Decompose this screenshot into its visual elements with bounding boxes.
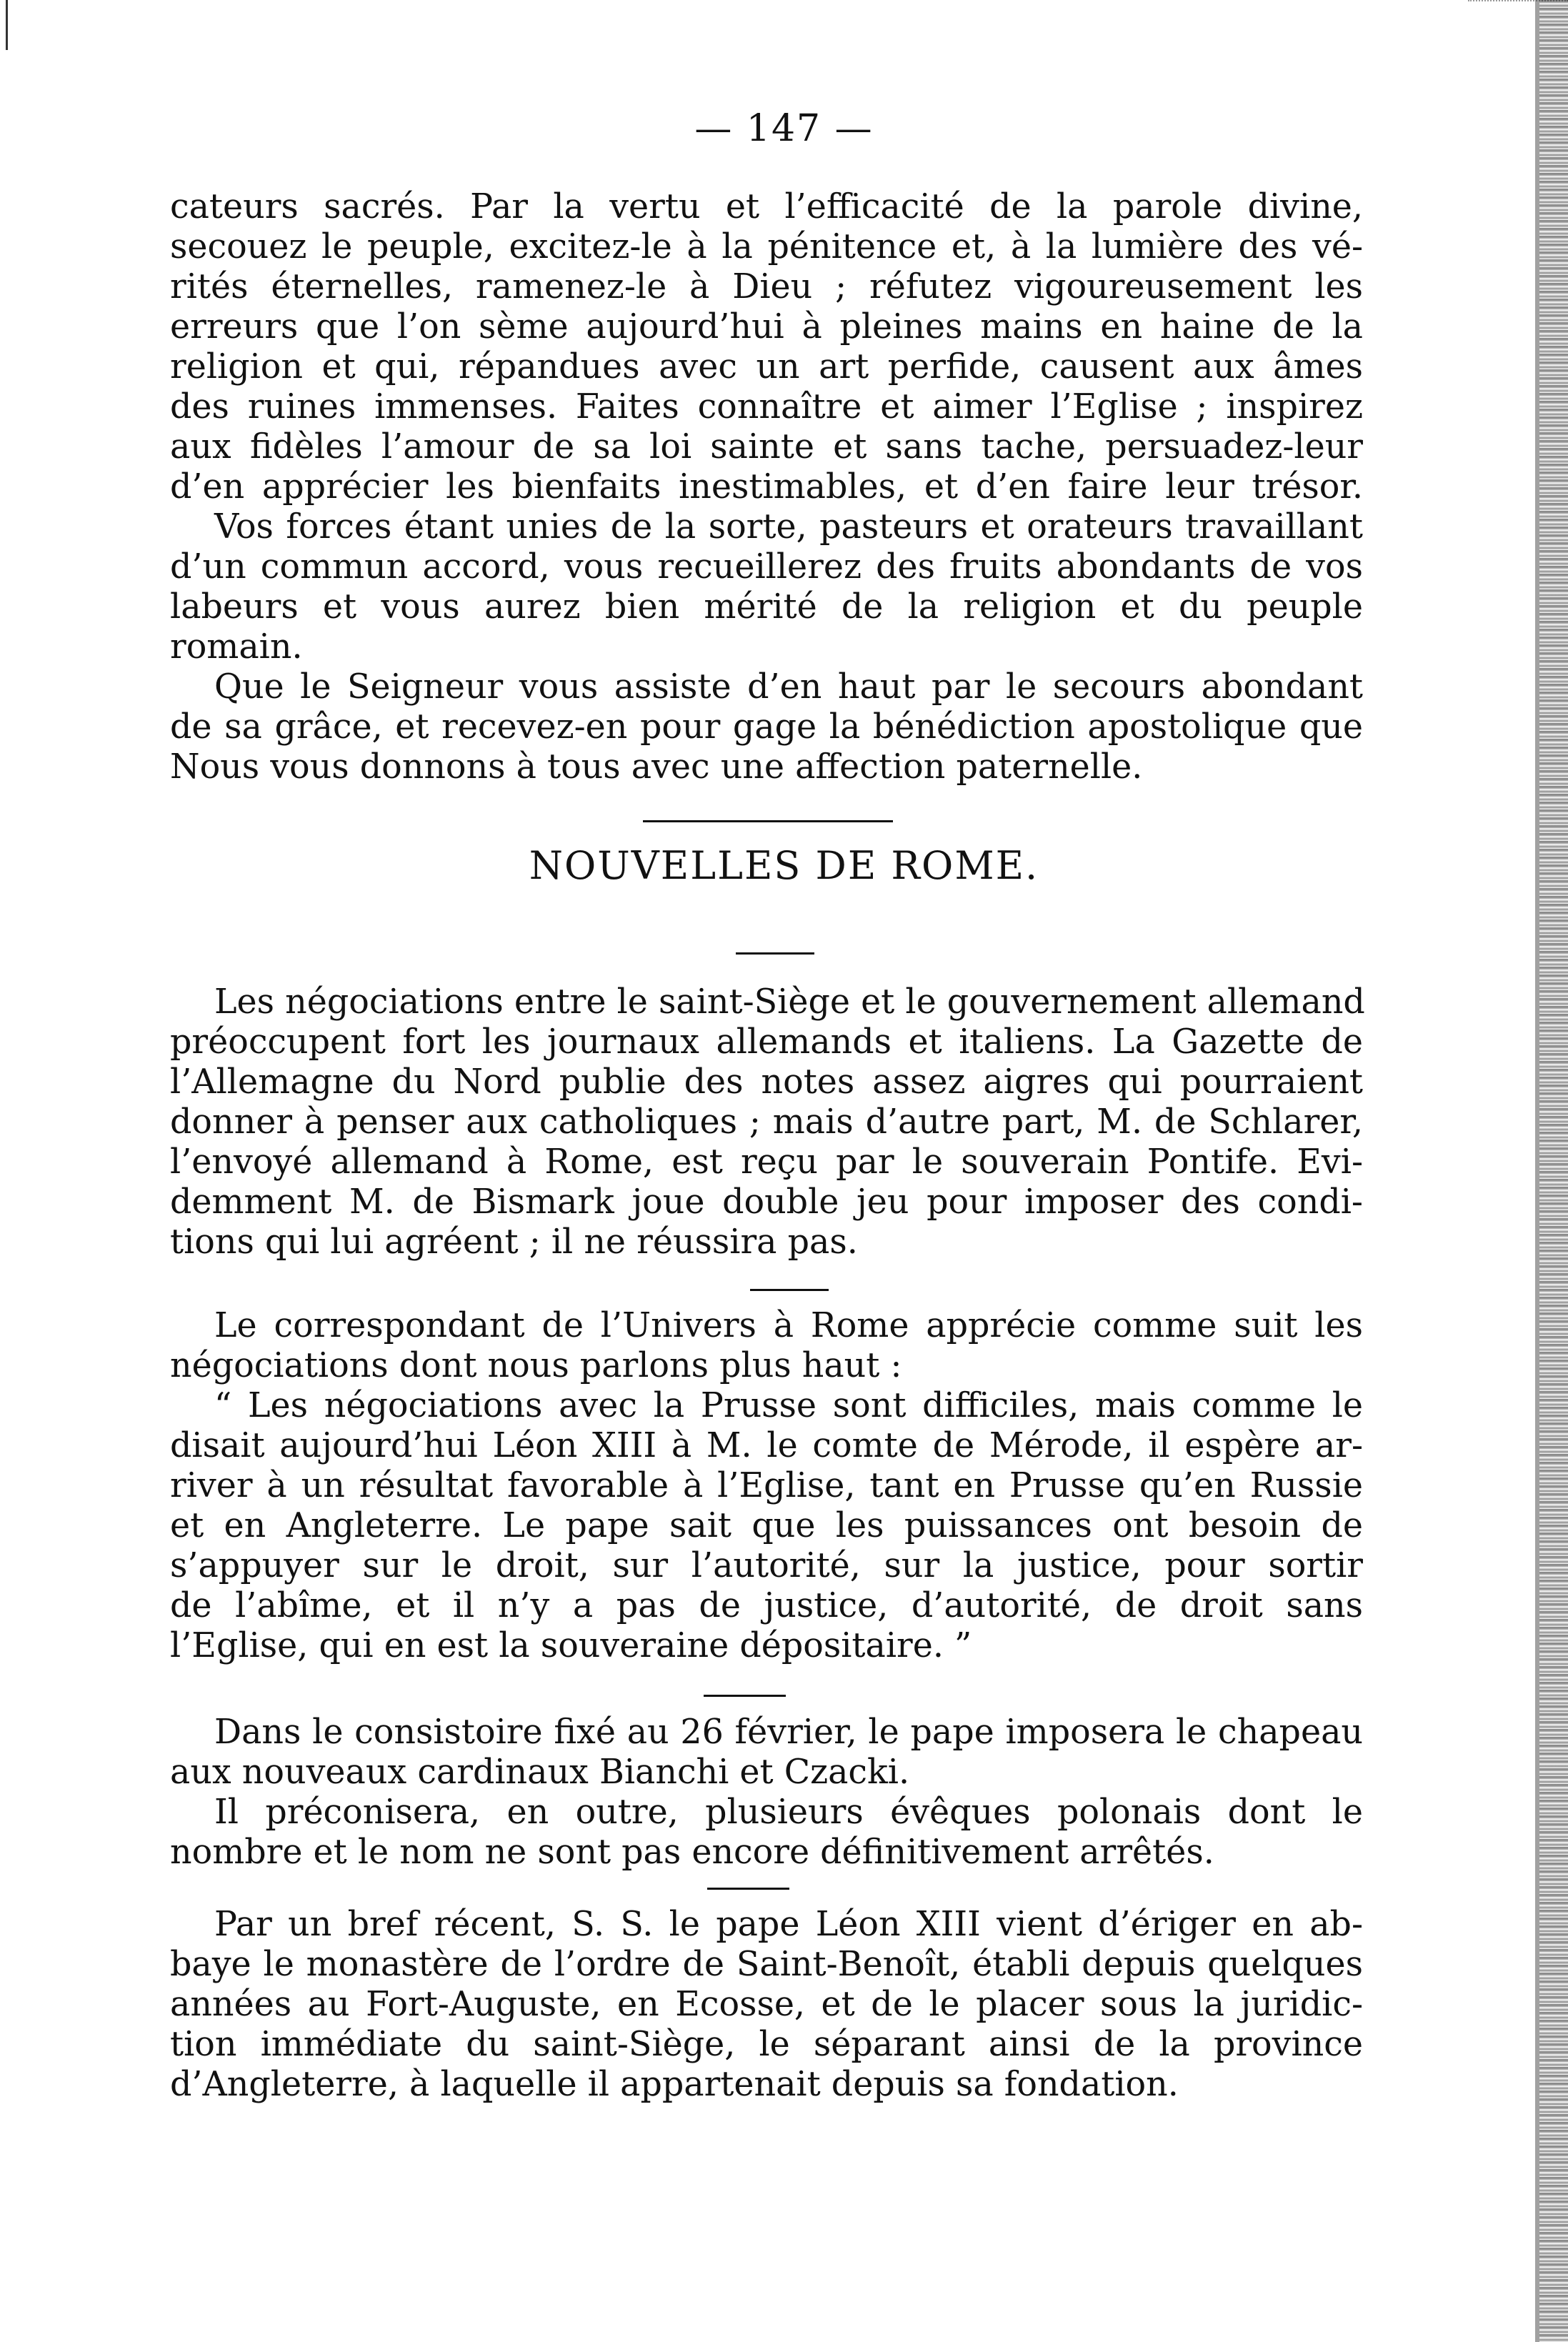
text-line: baye le monastère de l’ordre de Saint-Benoît, établi depuis quelques (170, 1945, 1363, 1984)
text-line: nombre et le nom ne sont pas encore définitivement arrêtés. (170, 1833, 1214, 1872)
text-line: préoccupent fort les journaux allemands et italiens. La Gazette de (170, 1022, 1363, 1062)
text-line: Il préconisera, en outre, plusieurs évêques polonais dont le (214, 1793, 1363, 1832)
text-line: tion immédiate du saint-Siège, le séparant ainsi de la province (170, 2025, 1363, 2064)
paragraph-allocution (170, 187, 1363, 787)
text-line: d’un commun accord, vous recueillerez des fruits abondants de vos (170, 547, 1363, 587)
text-line: Dans le consistoire fixé au 26 février, le pape imposera le chapeau (214, 1713, 1363, 1752)
text-line: d’Angleterre, à laquelle il appartenait depuis sa fondation. (170, 2065, 1179, 2104)
text-line: demment M. de Bismark joue double jeu pour imposer des condi- (170, 1182, 1363, 1222)
text-line: années au Fort-Auguste, en Ecosse, et de le placer sous la juridic- (170, 1985, 1363, 2024)
text-line: d’en apprécier les bienfaits inestimables, et d’en faire leur trésor. (170, 467, 1363, 507)
page-number: — 147 — (694, 107, 874, 150)
text-line: tions qui lui agréent ; il ne réussira pas. (170, 1222, 858, 1262)
text-line: Par un bref récent, S. S. le pape Léon XIII vient d’ériger en ab- (214, 1905, 1363, 1944)
text-line: “ Les négociations avec la Prusse sont difficiles, mais comme le (214, 1386, 1363, 1425)
text-line: Que le Seigneur vous assiste d’en haut par le secours abondant (214, 667, 1363, 707)
text-line: cateurs sacrés. Par la vertu et l’efficacité de la parole divine, (170, 187, 1363, 226)
text-line: s’appuyer sur le droit, sur l’autorité, sur la justice, pour sortir (170, 1546, 1363, 1585)
text-line: river à un résultat favorable à l’Eglise, tant en Prusse qu’en Russie (170, 1466, 1363, 1505)
text-line: secouez le peuple, excitez-le à la pénitence et, à la lumière des vé- (170, 227, 1363, 266)
paragraph-consistoire (170, 1713, 1363, 1873)
text-line: l’Allemagne du Nord publie des notes assez aigres qui pourraient (170, 1062, 1363, 1102)
text-line: donner à penser aux catholiques ; mais d’autre part, M. de Schlarer, (170, 1102, 1363, 1142)
text-line: rités éternelles, ramenez-le à Dieu ; réfutez vigoureusement les (170, 267, 1363, 307)
paragraph-bref (170, 1905, 1363, 2105)
text-line: Les négociations entre le saint-Siège et le gouvernement allemand (214, 982, 1365, 1022)
section-divider (704, 1695, 786, 1697)
text-line: erreurs que l’on sème aujourd’hui à pleines mains en haine de la (170, 307, 1363, 347)
text-line: Le correspondant de l’Univers à Rome apprécie comme suit les (214, 1306, 1363, 1345)
text-line: de sa grâce, et recevez-en pour gage la bénédiction apostolique que (170, 707, 1363, 747)
text-line: l’Eglise, qui en est la souveraine dépositaire. ” (170, 1626, 972, 1665)
text-line: aux fidèles l’amour de sa loi sainte et sans tache, persuadez-leur (170, 427, 1363, 467)
heading-underline (736, 952, 814, 955)
text-line: de l’abîme, et il n’y a pas de justice, d’autorité, de droit sans (170, 1586, 1363, 1625)
text-line: disait aujourd’hui Léon XIII à M. le comte de Mérode, il espère ar- (170, 1426, 1363, 1465)
text-line: religion et qui, répandues avec un art perfide, causent aux âmes (170, 347, 1363, 387)
paragraph-negociations (170, 982, 1363, 1262)
text-line: labeurs et vous aurez bien mérité de la religion et du peuple (170, 587, 1363, 627)
page-edge (1539, 0, 1568, 2342)
scan-edge-mark (6, 0, 8, 50)
text-line: Nous vous donnons à tous avec une affection paternelle. (170, 747, 1143, 787)
text-line: aux nouveaux cardinaux Bianchi et Czacki. (170, 1753, 910, 1792)
section-divider (707, 1888, 789, 1890)
section-heading: NOUVELLES DE ROME. (529, 843, 1039, 888)
text-line: Vos forces étant unies de la sorte, pasteurs et orateurs travaillant (214, 507, 1363, 547)
section-divider (643, 820, 893, 822)
text-line: et en Angleterre. Le pape sait que les puissances ont besoin de (170, 1506, 1363, 1545)
paragraph-univers (170, 1306, 1363, 1666)
text-line: romain. (170, 627, 303, 667)
text-line: l’envoyé allemand à Rome, est reçu par le souverain Pontife. Evi- (170, 1142, 1363, 1182)
text-line: négociations dont nous parlons plus haut : (170, 1346, 902, 1385)
text-line: des ruines immenses. Faites connaître et aimer l’Eglise ; inspirez (170, 387, 1363, 427)
section-divider (750, 1289, 829, 1291)
